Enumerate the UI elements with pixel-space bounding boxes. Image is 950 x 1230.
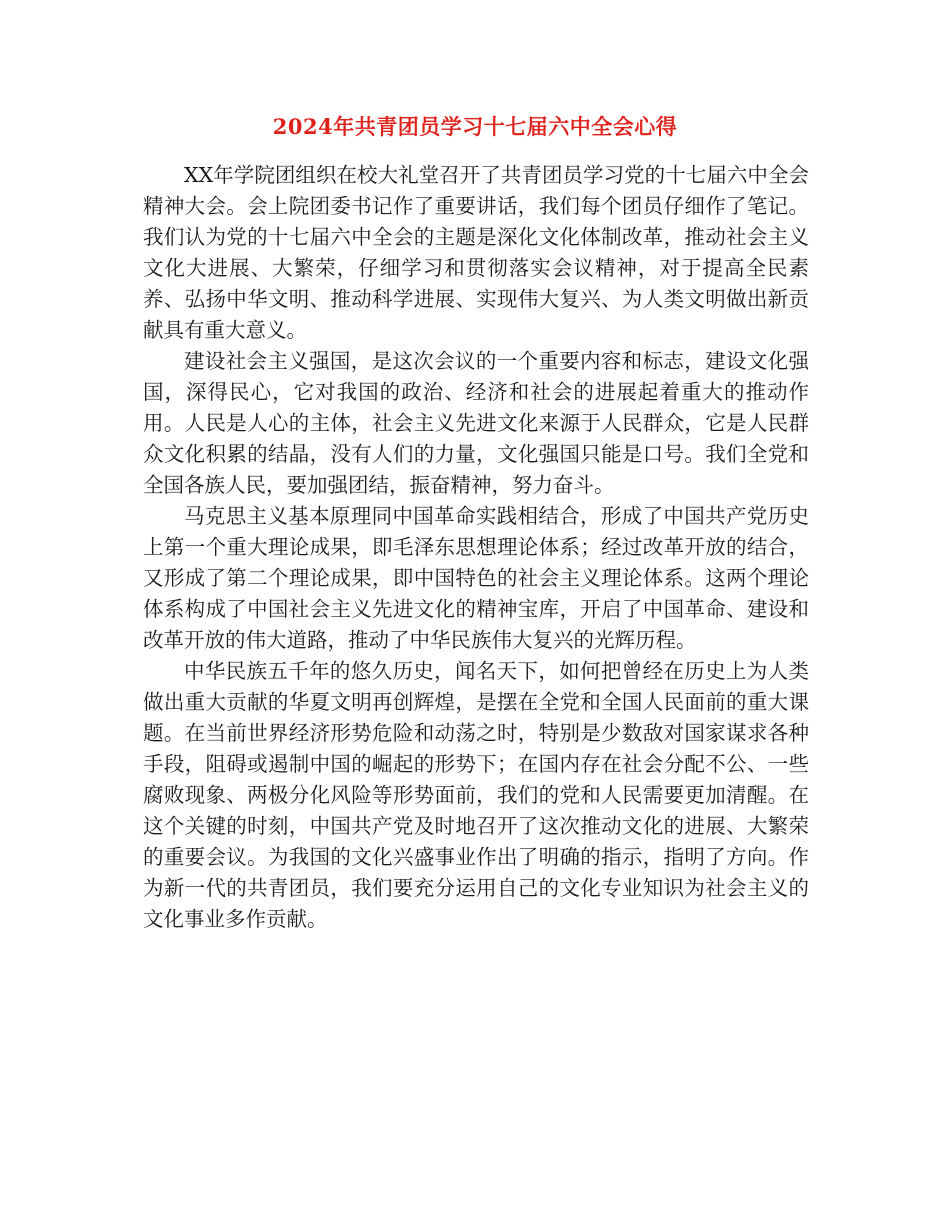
paragraph-2: 建设社会主义强国，是这次会议的一个重要内容和标志，建设文化强国，深得民心，它对我国的政治、经济和社会的进展起着重大的推动作用。人民是人心的主体，社会主义先进文化来源于人民群众，它是人民群众文化积累的结晶，没有人们的力量，文化强国只能是口号。我们全党和全国各族人民，要加强团结，振奋精神，努力奋斗。 (143, 349, 809, 497)
paragraph-4: 中华民族五千年的悠久历史，闻名天下，如何把曾经在历史上为人类做出重大贡献的华夏文明再创辉煌，是摆在全党和全国人民面前的重大课题。在当前世界经济形势危险和动荡之时，特别是少数敌对国家谋求各种手段，阻碍或遏制中国的崛起的形势下；在国内存在社会分配不公、一些腐败现象、两极分化风险等形势面前，我们的党和人民需要更加清醒。在这个关键的时刻，中国共产党及时地召开了这次推动文化的进展、大繁荣的重要会议。为我国的文化兴盛事业作出了明确的指示，指明了方向。作为新一代的共青团员，我们要充分运用自己的文化专业知识为社会主义的文化事业多作贡献。 (143, 659, 809, 931)
document-body (143, 160, 809, 935)
document-title: 2024年共青团员学习十七届六中全会心得 (272, 114, 678, 139)
paragraph-3: 马克思主义基本原理同中国革命实践相结合，形成了中国共产党历史上第一个重大理论成果，即毛泽东思想理论体系；经过改革开放的结合，又形成了第二个理论成果，即中国特色的社会主义理论体系。这两个理论体系构成了中国社会主义先进文化的精神宝库，开启了中国革命、建设和改革开放的伟大道路，推动了中华民族伟大复兴的光辉历程。 (143, 504, 809, 652)
paragraph-1: XX年学院团组织在校大礼堂召开了共青团员学习党的十七届六中全会精神大会。会上院团委书记作了重要讲话，我们每个团员仔细作了笔记。我们认为党的十七届六中全会的主题是深化文化体制改革，推动社会主义文化大进展、大繁荣，仔细学习和贯彻落实会议精神，对于提高全民素养、弘扬中华文明、推动科学进展、实现伟大复兴、为人类文明做出新贡献具有重大意义。 (143, 163, 809, 342)
